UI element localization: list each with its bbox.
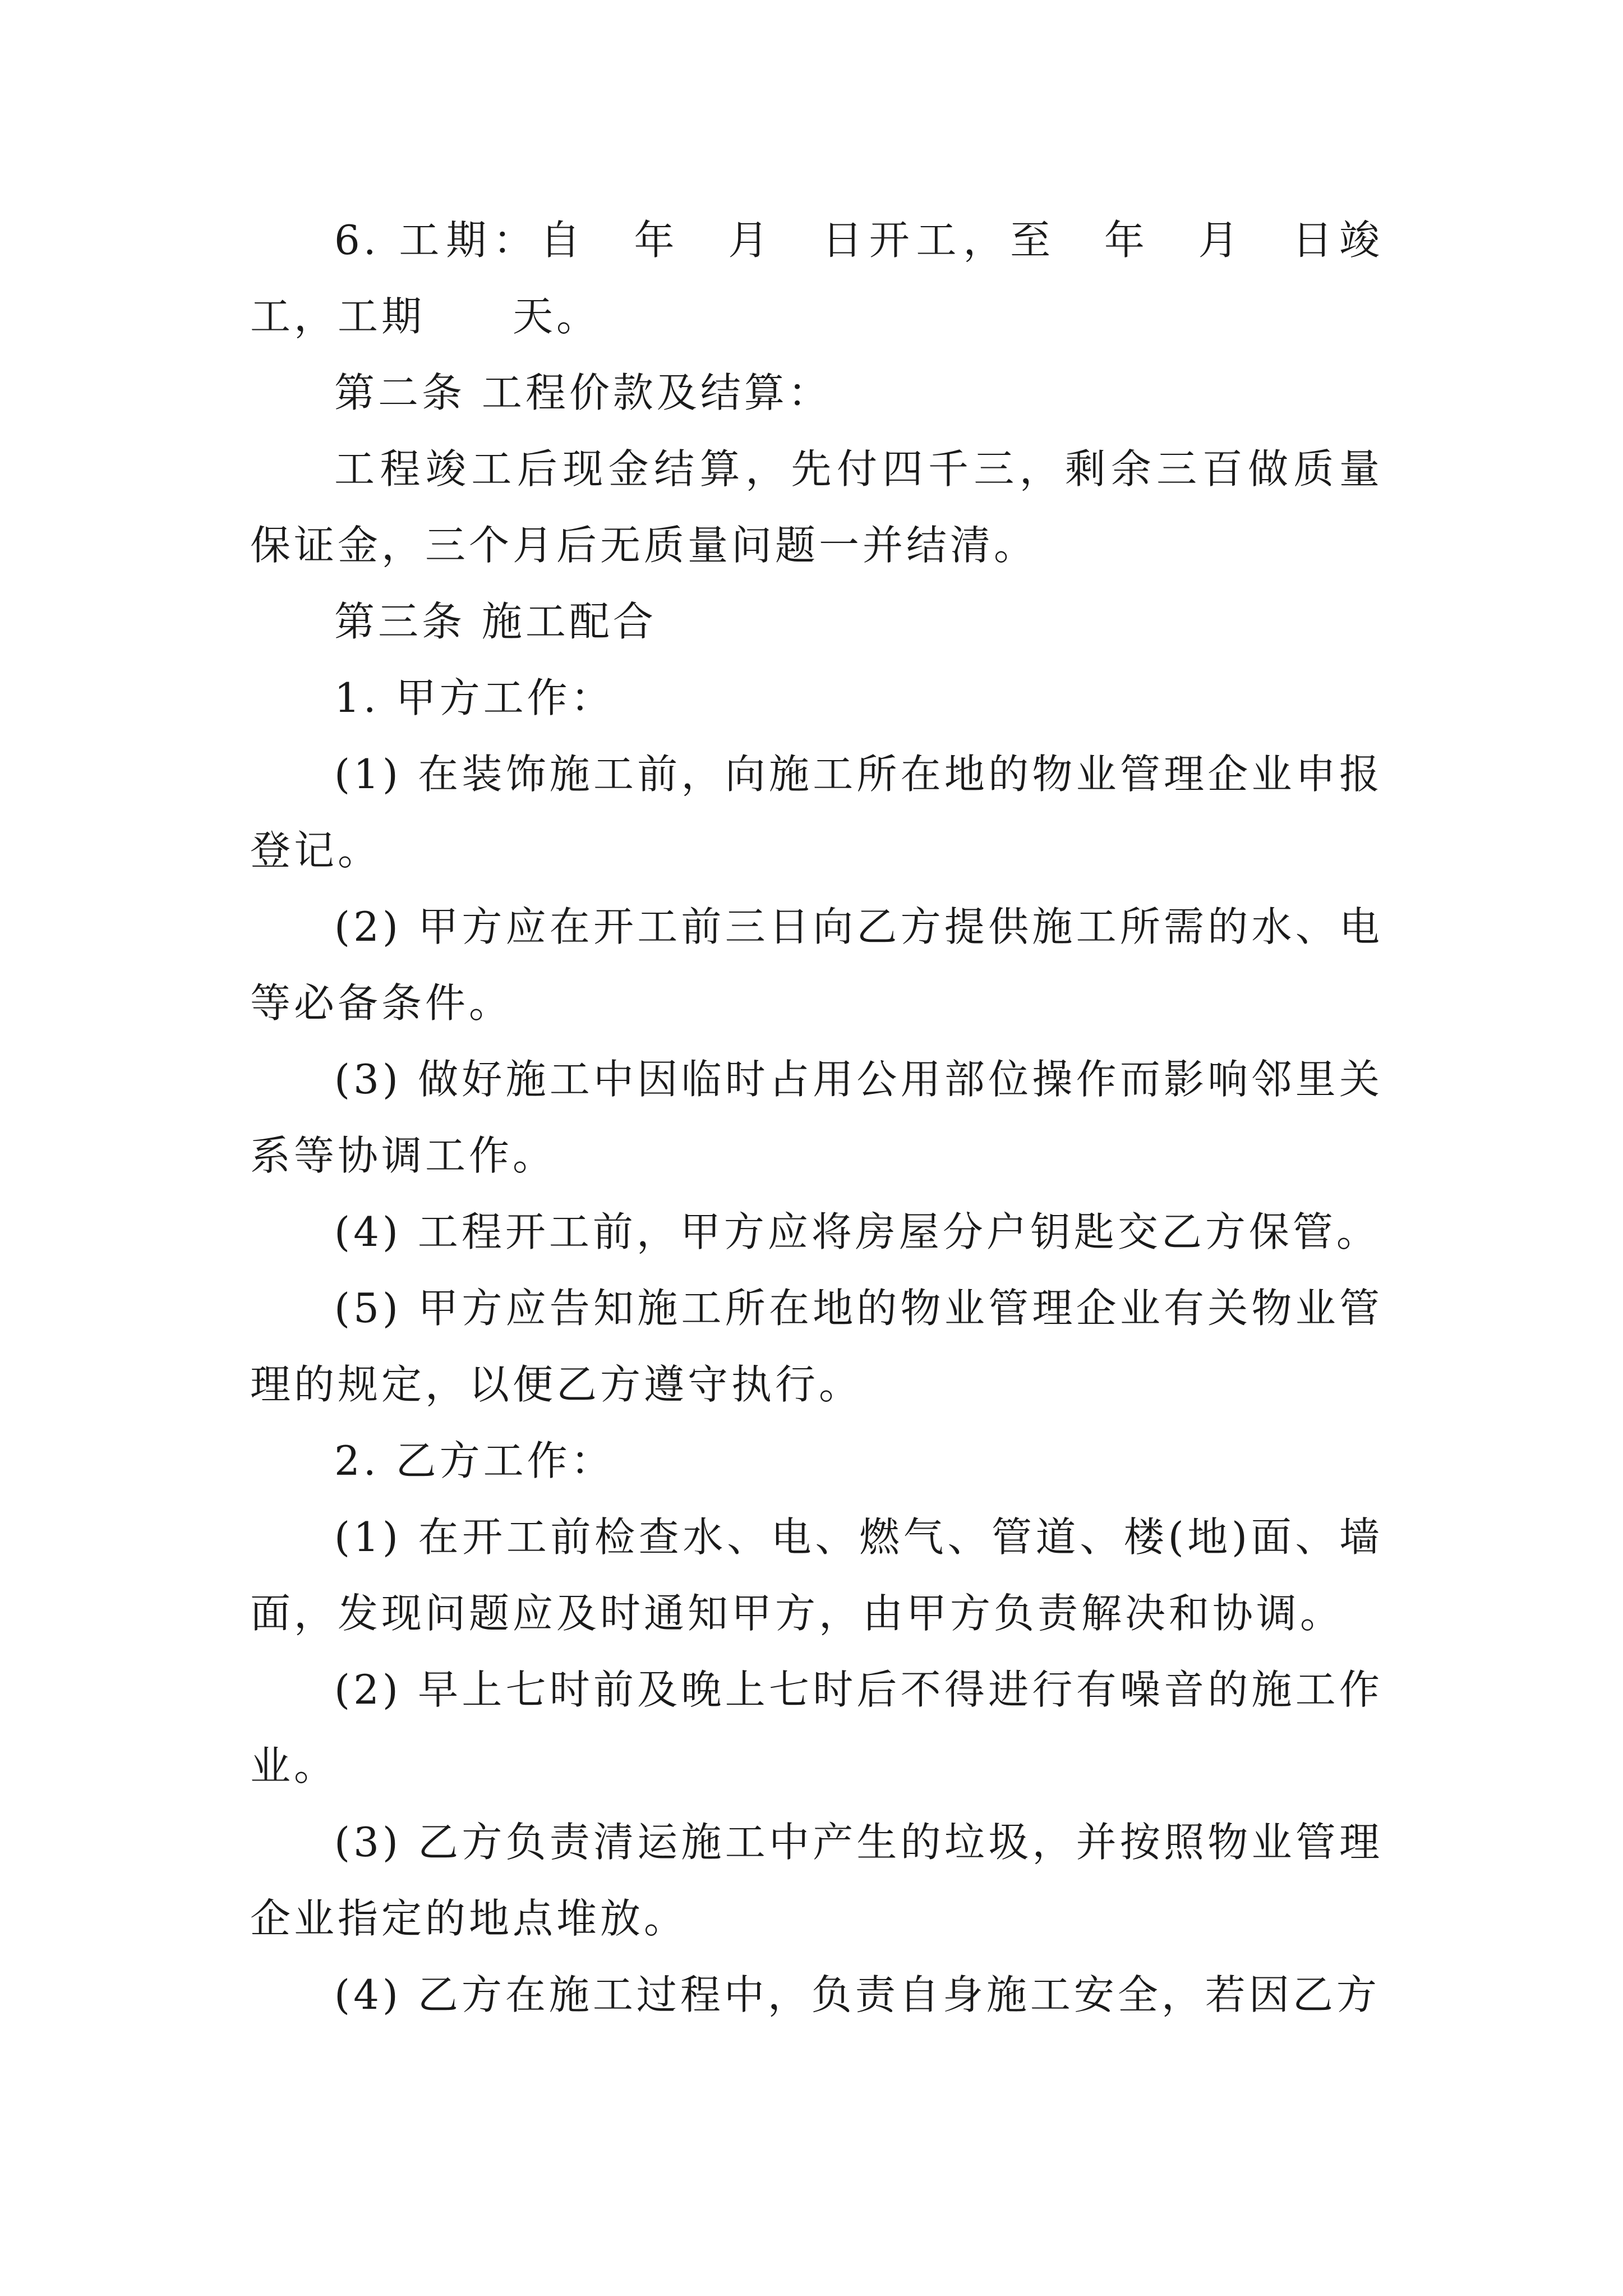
clause-duration: 6. 工期：自 年 月 日开工，至 年 月 日竣工，工期 天。 [250,217,1383,340]
party-a-duty-3: (3) 做好施工中因临时占用公用部位操作而影响邻里关系等协调工作。 [250,1056,1383,1179]
document-body [250,202,1383,2033]
article-2-heading: 第二条 工程价款及结算： [334,369,832,416]
payment-terms: 工程竣工后现金结算，先付四千三，剩余三百做质量保证金，三个月后无质量问题一并结清。 [250,445,1383,569]
party-a-duty-2: (2) 甲方应在开工前三日向乙方提供施工所需的水、电等必备条件。 [250,903,1383,1027]
party-a-duty-5: (5) 甲方应告知施工所在地的物业管理企业有关物业管理的规定，以便乙方遵守执行。 [250,1285,1383,1408]
article-3-heading: 第三条 施工配合 [334,598,657,645]
party-b-duty-3: (3) 乙方负责清运施工中产生的垃圾，并按照物业管理企业指定的地点堆放。 [250,1819,1383,1942]
party-b-duties-heading: 2. 乙方工作： [334,1437,615,1484]
party-b-duty-4: (4) 乙方在施工过程中，负责自身施工安全，若因乙方 [334,1971,1380,2018]
party-a-duty-1: (1) 在装饰施工前，向施工所在地的物业管理企业申报登记。 [250,751,1383,874]
party-b-duty-1: (1) 在开工前检查水、电、燃气、管道、楼(地)面、墙面，发现问题应及时通知甲方，由甲方负责解决和协调。 [250,1513,1383,1637]
party-a-duties-heading: 1. 甲方工作： [334,674,615,721]
party-a-duty-4: (4) 工程开工前，甲方应将房屋分户钥匙交乙方保管。 [334,1208,1380,1255]
party-b-duty-2: (2) 早上七时前及晚上七时后不得进行有噪音的施工作业。 [250,1666,1383,1789]
